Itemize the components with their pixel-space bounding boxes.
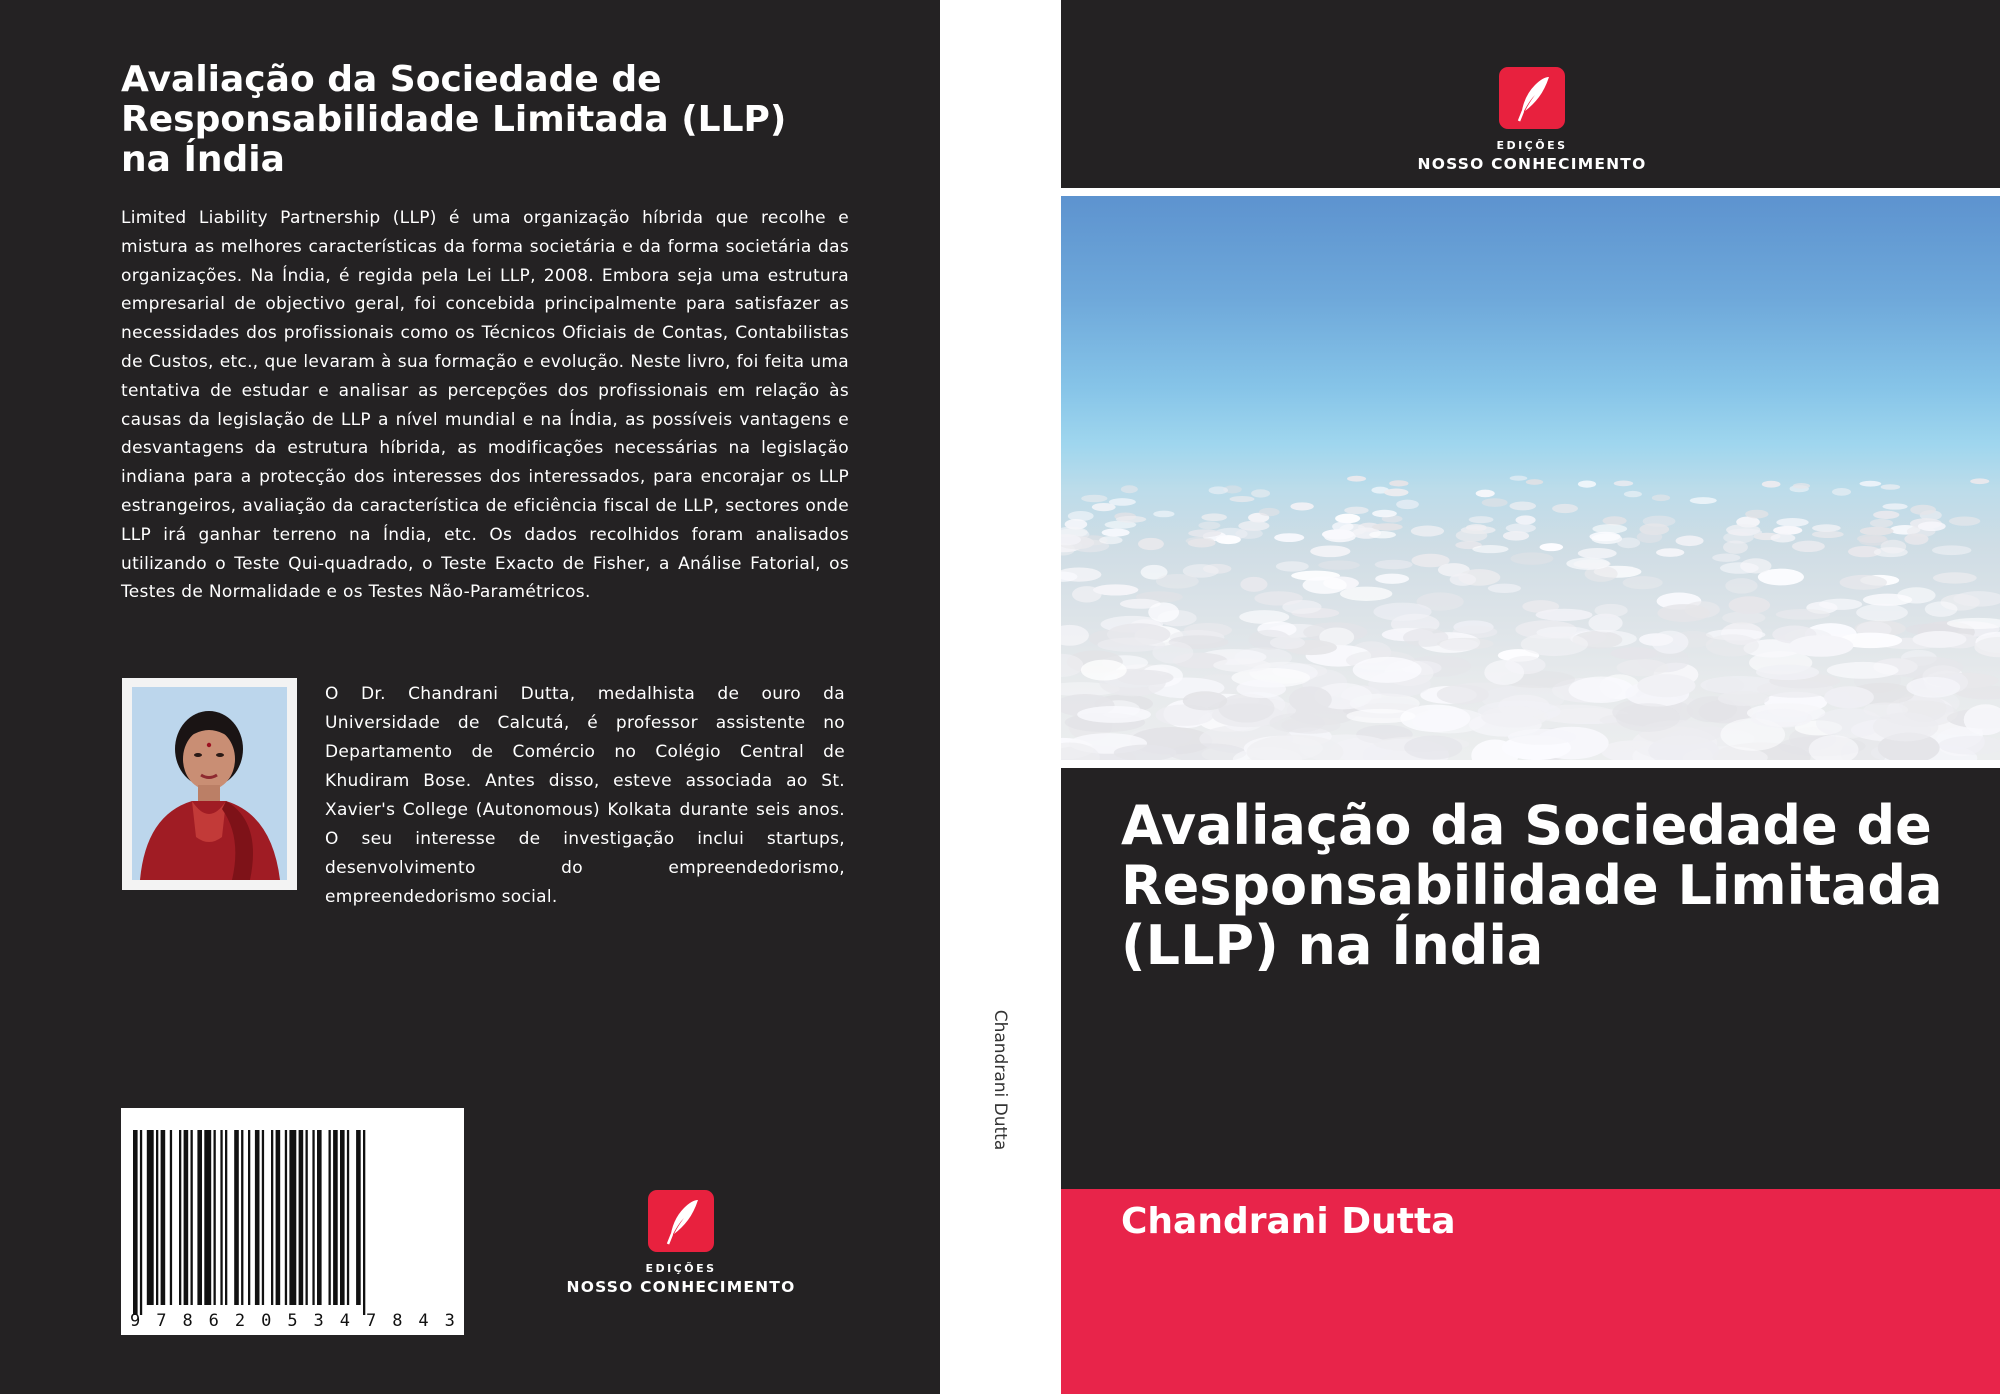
cloud-puff <box>1793 483 1810 489</box>
barcode-bar <box>317 1130 322 1305</box>
cloud-puff <box>1235 528 1262 538</box>
cloud-puff <box>1540 543 1564 551</box>
cloud-puff <box>1578 480 1596 487</box>
cloud-puff <box>1827 662 1899 679</box>
cloud-puff <box>1186 537 1215 545</box>
barcode-bar <box>363 1130 365 1315</box>
barcode-bar <box>333 1130 338 1305</box>
cloud-puff <box>1602 516 1626 525</box>
cloud-puff <box>1488 584 1521 593</box>
cloud-puff <box>1092 503 1116 511</box>
cloud-puff <box>1156 574 1199 589</box>
cloud-puff <box>1061 625 1089 646</box>
barcode-bar <box>133 1130 138 1315</box>
front-cover-header <box>1061 0 2000 188</box>
cloud-puff <box>1411 526 1444 537</box>
cloud-puff <box>1183 691 1227 710</box>
cloud-puff <box>1617 659 1669 676</box>
barcode-bar <box>255 1130 260 1305</box>
cloud-puff <box>1812 531 1844 538</box>
publisher-label-small: EDIÇÕES <box>1496 139 1568 152</box>
cloud-puff <box>1933 572 1977 583</box>
cloud-puff <box>1624 491 1642 497</box>
cloud-puff <box>1594 604 1627 617</box>
cloud-puff <box>1812 524 1841 531</box>
front-cover-author-band <box>1061 1189 2000 1394</box>
cloud-puff <box>1616 703 1680 732</box>
cloud-puff <box>1706 634 1759 656</box>
cloud-puff <box>1897 587 1935 603</box>
barcode-bar <box>262 1130 264 1305</box>
barcode-bar <box>191 1130 193 1305</box>
cloud-puff <box>1510 476 1528 481</box>
cloud-puff <box>1098 638 1166 652</box>
cloud-puff <box>1310 545 1350 557</box>
cloud-puff <box>1404 735 1462 759</box>
cloud-puff <box>1873 511 1899 519</box>
cloud-puff <box>1639 633 1673 646</box>
cloud-puff <box>1832 488 1851 496</box>
barcode-bar <box>140 1130 142 1315</box>
cloud-puff <box>1568 677 1633 704</box>
cloud-puff <box>1102 528 1130 536</box>
cloud-puff <box>1824 686 1874 708</box>
cloud-puff <box>1874 547 1908 557</box>
cloud-puff <box>1482 498 1508 507</box>
cloud-puff <box>1303 576 1347 593</box>
author-bio: O Dr. Chandrani Dutta, medalhista de ouro da Universidade de Calcutá, é professor assistente no Departamento de Comércio no Colégio Central de Khudiram Bose. Antes disso, esteve associada ao St. Xavier's College (Autonomous) Kolkata durante seis anos. O seu interesse de investigação inclui startups, desenvolvimento do empreendedorismo, empreendedorismo social. <box>325 684 845 907</box>
cloud-puff <box>1439 639 1479 651</box>
cloud-puff <box>1375 574 1409 584</box>
barcode-bar <box>289 1130 296 1305</box>
cloud-puff <box>1932 545 1971 555</box>
cloud-puff <box>1229 496 1254 502</box>
cloud-puff <box>1093 584 1138 595</box>
isbn-barcode <box>121 1108 464 1335</box>
cloud-puff <box>1353 657 1422 683</box>
cloud-puff <box>1116 516 1146 523</box>
cloud-puff <box>1860 527 1894 536</box>
cloud-puff <box>1725 578 1757 594</box>
cloud-puff <box>1656 548 1684 557</box>
cloud-puff <box>1904 533 1928 544</box>
barcode-bar <box>299 1130 304 1305</box>
barcode-digit: 3 <box>444 1311 455 1331</box>
cloud-puff <box>1536 609 1593 621</box>
cloud-puff <box>1344 507 1368 514</box>
author-photo <box>122 678 297 890</box>
cloud-puff <box>1484 660 1524 685</box>
cover-sky-clouds-image <box>1061 196 2000 760</box>
cloud-puff <box>1578 548 1617 559</box>
cloud-puff <box>1375 560 1413 569</box>
cloud-puff <box>1770 534 1795 543</box>
barcode-bar <box>225 1130 227 1305</box>
barcode-digit: 7 <box>365 1311 377 1331</box>
cloud-puff <box>1138 538 1164 550</box>
quill-feather-icon <box>648 1190 714 1252</box>
cloud-puff <box>1373 603 1431 621</box>
cloud-puff <box>1372 510 1397 517</box>
cloud-puff <box>1369 531 1396 538</box>
barcode-bar <box>170 1130 172 1305</box>
barcode-bar <box>241 1130 243 1305</box>
barcode-digit: 6 <box>208 1311 219 1331</box>
cloud-puff <box>1970 478 1989 484</box>
barcode-digit: 8 <box>392 1311 403 1331</box>
barcode-bar <box>220 1130 222 1305</box>
front-cover-title-panel <box>1061 768 2000 1189</box>
front-cover-title: Avaliação da Sociedade de Responsabilidade Limitada (LLP) na Índia <box>1121 794 1943 977</box>
cloud-puff <box>1881 484 1901 490</box>
cloud-puff <box>1906 677 1960 698</box>
cloud-puff <box>1213 658 1271 671</box>
back-cover-title: Avaliação da Sociedade de Responsabilidade Limitada (LLP) na Índia <box>121 59 787 180</box>
cloud-puff <box>1676 536 1704 547</box>
barcode-bar <box>161 1130 166 1305</box>
cloud-puff <box>1335 514 1360 524</box>
barcode-digit: 3 <box>313 1311 324 1331</box>
cloud-puff <box>1856 604 1908 622</box>
cloud-puff <box>1188 529 1221 537</box>
cloud-puff <box>1346 709 1415 723</box>
cloud-puff <box>1251 489 1270 497</box>
barcode-digit: 5 <box>287 1311 298 1331</box>
cloud-puff <box>1745 510 1768 519</box>
cloud-puff <box>1276 561 1309 571</box>
cloud-puff <box>1081 660 1127 681</box>
cloud-puff <box>1389 480 1408 486</box>
cloud-puff <box>1690 497 1717 504</box>
cloud-puff <box>1274 533 1304 542</box>
cloud-puff <box>1239 610 1289 624</box>
cloud-puff <box>1762 481 1781 488</box>
cloud-puff <box>1481 706 1548 727</box>
cloud-puff <box>1910 505 1936 515</box>
cloud-puff <box>1509 502 1536 511</box>
publisher-label-big: NOSSO CONHECIMENTO <box>1417 155 1647 173</box>
cloud-puff <box>1472 545 1508 553</box>
cloud-puff <box>1652 495 1670 502</box>
cloud-puff <box>1121 485 1138 493</box>
cloud-puff <box>1756 664 1819 680</box>
cloud-puff <box>1508 729 1576 745</box>
cloud-puff <box>1873 712 1938 741</box>
cloud-puff <box>1209 486 1228 494</box>
cloud-puff <box>1857 534 1887 543</box>
barcode-bar <box>147 1130 154 1305</box>
cloud-puff <box>1776 609 1830 620</box>
cloud-puff <box>1657 604 1709 622</box>
barcode-bar <box>204 1130 211 1305</box>
publisher-label-small: EDIÇÕES <box>645 1262 717 1275</box>
back-publisher-logo <box>551 1190 811 1296</box>
cloud-puff <box>1589 532 1620 541</box>
barcode-digit: 8 <box>182 1311 193 1331</box>
cloud-puff <box>1637 531 1663 543</box>
cloud-puff <box>1729 596 1771 614</box>
cloud-puff <box>1712 554 1740 562</box>
cloud-puff <box>1476 490 1495 498</box>
cloud-puff <box>1925 601 1958 617</box>
cloud-puff <box>1099 536 1122 544</box>
barcode-digit: 7 <box>156 1311 167 1331</box>
cloud-puff <box>1773 526 1802 535</box>
cloud-puff <box>1240 577 1267 592</box>
cloud-puff <box>1372 523 1403 530</box>
barcode-bar <box>347 1130 349 1305</box>
barcode-digit: 0 <box>261 1311 272 1331</box>
barcode-bar <box>312 1130 314 1305</box>
barcode-bar <box>356 1130 361 1305</box>
cloud-puff <box>1949 516 1980 525</box>
cloud-puff <box>1913 631 1967 648</box>
cloud-puff <box>1566 557 1609 569</box>
barcode-bar <box>285 1130 287 1305</box>
cloud-puff <box>1614 480 1633 486</box>
cloud-puff <box>1611 647 1658 659</box>
cloud-puff <box>1521 633 1588 657</box>
cloud-puff <box>1396 500 1419 510</box>
barcode-bar <box>214 1130 216 1305</box>
publisher-label-big: NOSSO CONHECIMENTO <box>566 1278 796 1296</box>
cloud-puff <box>1503 531 1529 541</box>
cloud-puff <box>1840 575 1887 590</box>
front-publisher-logo <box>1382 67 1682 173</box>
cloud-puff <box>1870 519 1893 527</box>
barcode-bar <box>329 1130 331 1305</box>
cloud-puff <box>1526 479 1543 485</box>
cloud-puff <box>1510 552 1553 565</box>
barcode-bar <box>306 1130 308 1305</box>
cloud-puff <box>1718 691 1769 706</box>
cloud-puff <box>1269 713 1324 732</box>
quill-feather-icon <box>1499 67 1565 129</box>
cloud-puff <box>1318 560 1360 569</box>
barcode-bar <box>184 1130 189 1305</box>
barcode-digit: 4 <box>339 1311 350 1331</box>
book-spine <box>940 0 1061 1394</box>
barcode-bar <box>248 1130 250 1305</box>
cloud-puff <box>1289 686 1332 712</box>
cloud-puff <box>1552 504 1578 513</box>
barcode-bar <box>156 1130 158 1305</box>
barcode-digit: 9 <box>130 1311 141 1331</box>
cloud-puff <box>1723 532 1754 544</box>
cloud-puff <box>1282 600 1321 614</box>
cloud-puff <box>1322 529 1354 539</box>
cloud-puff <box>1637 674 1695 697</box>
cloud-puff <box>1617 537 1640 548</box>
back-cover-description: Limited Liability Partnership (LLP) é uma organização híbrida que recolhe e mistura as melhores características da forma societária e da forma societária das organizações. Na Índia, é regida pela Lei LLP, 2008. Embora seja uma estrutura empresarial de objectivo geral, foi concebida principalmente para satisfazer as necessidades dos profissionais como os Técnicos Oficiais de Contas, Contabilistas de Custos, etc., que levaram à sua formação e evolução. Neste livro, foi feita uma tentativa de estudar e analisar as percepções dos profissionais em relação às causas da legislação de LLP a nível mundial e na Índia, as possíveis vantagens e desvantagens da estrutura híbrida, as modificações necessárias na legislação indiana para a protecção dos interesses dos interessados, para encorajar os LLP estrangeiros, avaliação da característica de eficiência fiscal de LLP, sectores onde LLP irá ganhar terreno na Índia, etc. Os dados recolhidos foram analisados utilizando o Teste Qui-quadrado, o Teste Exacto de Fisher, a Análise Fatorial, os Testes de Normalidade e os Testes Não-Paramétricos. <box>121 208 849 603</box>
cloud-puff <box>1516 515 1536 524</box>
cloud-puff <box>1456 529 1488 542</box>
cloud-puff <box>1792 541 1825 552</box>
cloud-puff <box>1776 518 1808 527</box>
cloud-puff <box>1623 576 1663 589</box>
spine-author: Chandrani Dutta <box>990 1009 1010 1151</box>
cloud-puff <box>1437 685 1489 704</box>
barcode-digit: 4 <box>418 1311 429 1331</box>
barcode-digit: 2 <box>234 1311 246 1331</box>
cloud-puff <box>1882 503 1907 509</box>
cloud-puff <box>1153 511 1174 518</box>
barcode-bar <box>271 1130 273 1305</box>
cloud-puff <box>1290 502 1313 510</box>
barcode-bar <box>340 1130 345 1305</box>
cloud-puff <box>1720 562 1759 574</box>
cloud-puff <box>1789 635 1853 657</box>
cloud-puff <box>1450 573 1476 586</box>
cloud-puff <box>1236 680 1286 698</box>
cloud-puff <box>1198 522 1220 530</box>
cloud-puff <box>1469 516 1494 523</box>
barcode-bar <box>197 1130 202 1305</box>
cloud-puff <box>1860 481 1882 487</box>
cloud-puff <box>1259 508 1280 516</box>
barcode-bar <box>179 1130 181 1305</box>
cloud-puff <box>1751 709 1813 728</box>
cloud-puff <box>1081 495 1107 502</box>
barcode-bar <box>276 1130 281 1305</box>
cloud-puff <box>1201 513 1226 521</box>
cloud-puff <box>1918 521 1946 531</box>
back-cover <box>0 0 940 1394</box>
front-cover-author: Chandrani Dutta <box>1121 1201 1456 1242</box>
barcode-bar <box>234 1130 239 1305</box>
cloud-puff <box>1384 489 1408 497</box>
cloud-puff <box>1347 476 1366 482</box>
cloud-puff <box>1270 636 1305 649</box>
cloud-puff <box>1148 602 1179 622</box>
barcode-digits <box>130 1311 455 1331</box>
cloud-puff <box>1077 706 1151 723</box>
